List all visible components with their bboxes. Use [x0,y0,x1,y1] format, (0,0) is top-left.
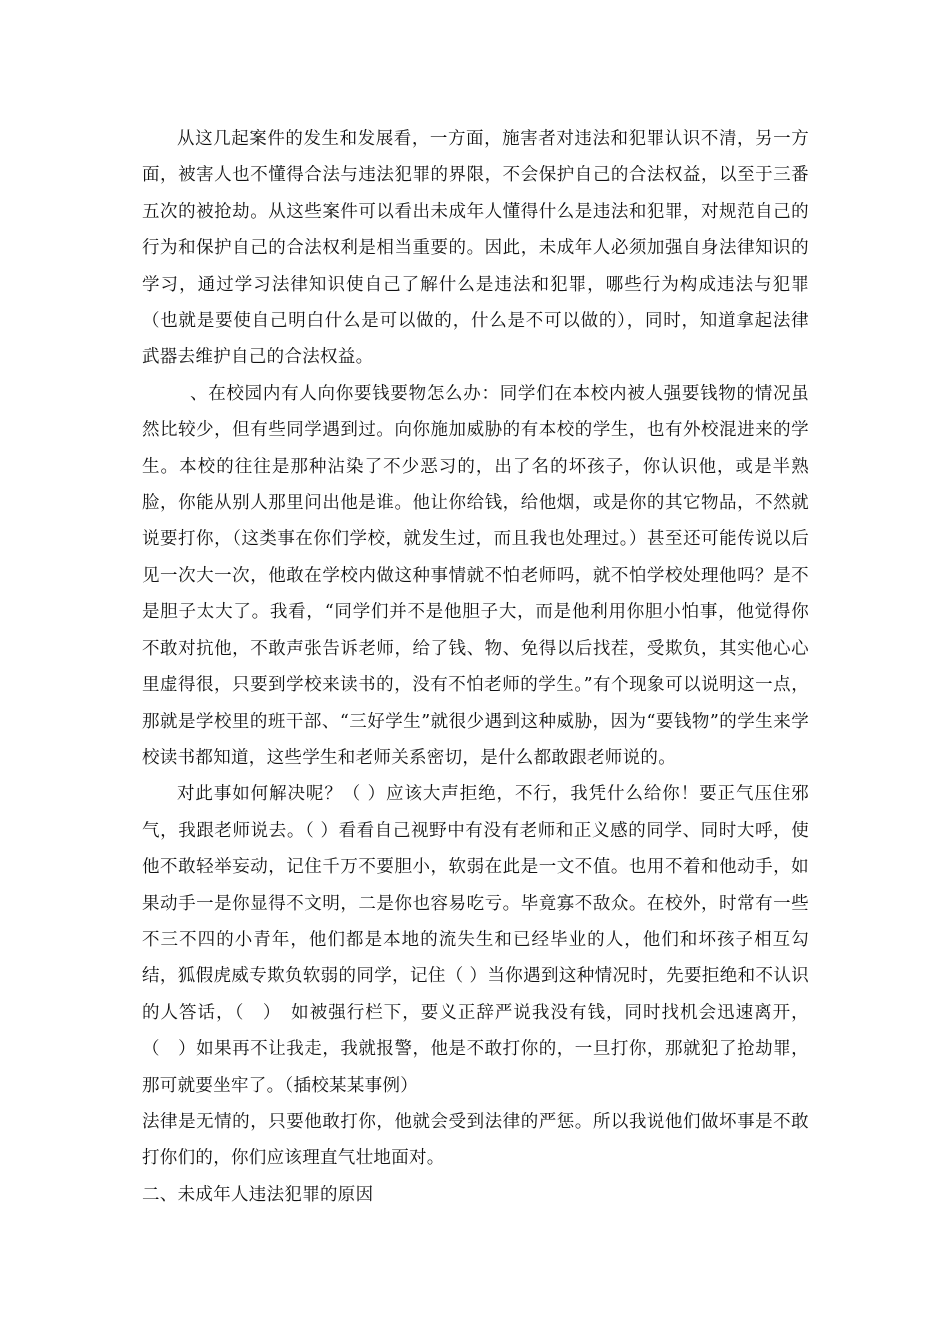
section-heading: 二、未成年人违法犯罪的原因 [142,1184,374,1205]
paragraph-how-to-respond: 对此事如何解决呢？（ ）应该大声拒绝，不行，我凭什么给你！要正气压住邪气，我跟老师说去。（ ）看看自己视野中有没有老师和正义感的同学、同时大呼，使他不敢轻举妄动，记住千万不要胆小，软弱在此是一文不值。也用不着和他动手，如果动手一是你显得不文明，二是你也容易吃亏。毕竟寡不敌众。在校外，时常有一些不三不四的小青年，他们都是本地的流失生和已经毕业的人，他们和坏孩子相互勾结，狐假虎威专欺负软弱的同学，记住（ ）当你遇到这种情况时，先要拒绝和不认识的人答话，（ ） 如被强行栏下，要义正辞严说我没有钱，同时找机会迅速离开，（ ）如果再不让我走，我就报警，他是不敢打你的，一旦打你，那就犯了抢劫罪，那可就要坐牢了。（插校某某事例） [142,784,809,1096]
paragraph-case-analysis: 从这几起案件的发生和发展看，一方面，施害者对违法和犯罪认识不清，另一方面，被害人也不懂得合法与违法犯罪的界限，不会保护自己的合法权益，以至于三番五次的被抢劫。从这些案件可以看出未成年人懂得什么是违法和犯罪，对规范自己的行为和保护自己的合法权利是相当重要的。因此，未成年人必须加强自身法律知识的学习，通过学习法律知识使自己了解什么是违法和犯罪，哪些行为构成违法与犯罪（也就是要使自己明白什么是可以做的，什么是不可以做的），同时，知道拿起法律武器去维护自己的合法权益。 [142,129,809,368]
paragraph-law-is-ruthless: 法律是无情的，只要他敢打你，他就会受到法律的严惩。所以我说他们做坏事是不敢打你们的，你们应该理直气壮地面对。 [142,1111,809,1169]
paragraph-campus-extortion: 、在校园内有人向你要钱要物怎么办：同学们在本校内被人强要钱物的情况虽然比较少，但有些同学遇到过。向你施加威胁的有本校的学生，也有外校混进来的学生。本校的往往是那种沾染了不少恶习的，出了名的坏孩子，你认识他，或是半熟脸，你能从别人那里问出他是谁。他让你给钱，给他烟，或是你的其它物品，不然就说要打你，（这类事在你们学校，就发生过，而且我也处理过。）甚至还可能传说以后见一次大一次，他敢在学校内做这种事情就不怕老师吗，就不怕学校处理他吗？是不是胆子太大了。我看，“同学们并不是他胆子大，而是他利用你胆小怕事，他觉得你不敢对抗他，不敢声张告诉老师，给了钱、物、免得以后找茬，受欺负，其实他心心里虚得很，只要到学校来读书的，没有不怕老师的学生。”有个现象可以说明这一点，那就是学校里的班干部、“三好学生”就很少遇到这种威胁，因为“要钱物”的学生来学校读书都知道，这些学生和老师关系密切，是什么都敢跟老师说的。 [142,383,809,768]
document-body [142,121,809,1213]
